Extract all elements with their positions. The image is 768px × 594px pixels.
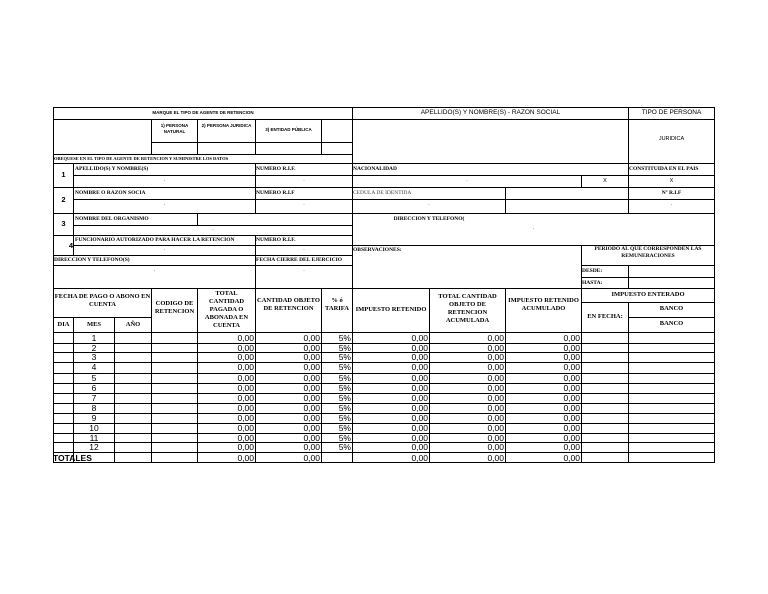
acum-impuesto-cell: 0,00 [563, 333, 580, 343]
acum-impuesto-cell: 0,00 [563, 403, 580, 413]
constituida-x-mark[interactable]: X [603, 178, 607, 184]
total-cell: 0,00 [237, 442, 254, 452]
objeto-cell: 0,00 [303, 383, 320, 393]
direccion-telefono-field[interactable]: . [153, 267, 156, 273]
mes-cell: 1 [91, 333, 97, 343]
objeto-cell: 0,00 [303, 442, 320, 452]
retenido-cell: 0,00 [411, 403, 428, 413]
acum-objeto-cell: 0,00 [487, 343, 504, 353]
direccion-organismo-field[interactable]: . [532, 225, 535, 231]
retenido-cell: 0,00 [411, 362, 428, 372]
razon-social-field[interactable]: . [352, 138, 354, 144]
entidad-publica-checkbox[interactable] [256, 143, 321, 154]
direccion-telefono-header: DIRECCION Y TELEFONO( [393, 216, 465, 222]
totales-total: 0,00 [237, 453, 254, 463]
col-codigo: CODIGO DE RETENCION [154, 300, 195, 315]
funcionario-label: FUNCIONARIO AUTORIZADO PARA HACER LA RETENCION [75, 237, 235, 243]
acum-objeto-cell: 0,00 [487, 433, 504, 443]
acum-impuesto-cell: 0,00 [563, 343, 580, 353]
hasta-field[interactable] [629, 278, 714, 288]
acum-impuesto-cell: 0,00 [563, 373, 580, 383]
col-en-fecha: EN FECHA: [587, 313, 623, 320]
total-cell: 0,00 [237, 393, 254, 403]
nacionalidad-label: NACIONALIDAD [353, 166, 398, 172]
mes-cell: 12 [89, 442, 99, 452]
entidad-publica-label: 3) ENTIDAD PÚBLICA [265, 127, 312, 132]
nombre-razon-field[interactable]: . [163, 201, 166, 207]
retenido-cell: 0,00 [411, 442, 428, 452]
section-number-1: 1 [61, 170, 66, 179]
col-anio: AÑO [125, 321, 141, 328]
objeto-cell: 0,00 [303, 393, 320, 403]
nombre-razon-label: NOMBRE O RAZON SOCIA [75, 190, 146, 196]
persona-natural-label: 1) PERSONA NATURAL [160, 123, 189, 134]
mes-cell: 11 [89, 433, 99, 443]
periodo-label: PERIODO AL QUE CORRESPONDEN LAS REMUNERACIONES [594, 246, 702, 259]
section-number-2: 2 [61, 195, 66, 204]
acum-objeto-cell: 0,00 [487, 413, 504, 423]
desde-label: DESDE: [582, 268, 603, 274]
tipo-persona-value: JURIDICA [658, 136, 685, 142]
persona-juridica-label: 2) PERSONA JURIDICA [201, 123, 252, 128]
objeto-cell: 0,00 [303, 433, 320, 443]
acum-impuesto-cell: 0,00 [563, 383, 580, 393]
tarifa-cell: 5% [338, 383, 351, 393]
total-cell: 0,00 [237, 383, 254, 393]
acum-impuesto-cell: 0,00 [563, 433, 580, 443]
retenido-cell: 0,00 [411, 413, 428, 423]
total-cell: 0,00 [237, 433, 254, 443]
tarifa-cell: 5% [338, 373, 351, 383]
total-cell: 0,00 [237, 403, 254, 413]
section-number-3: 3 [61, 219, 66, 228]
acum-objeto-cell: 0,00 [487, 442, 504, 452]
tarifa-cell: 5% [338, 362, 351, 372]
acum-impuesto-cell: 0,00 [563, 362, 580, 372]
total-cell: 0,00 [237, 352, 254, 362]
mes-cell: 8 [91, 403, 97, 413]
objeto-cell: 0,00 [303, 362, 320, 372]
fecha-cierre-label: FECHA CIERRE DEL EJERCICIO [256, 257, 343, 263]
col-impuesto-retenido: IMPUESTO RETENIDO [355, 306, 427, 313]
retenido-cell: 0,00 [411, 373, 428, 383]
acum-objeto-cell: 0,00 [487, 373, 504, 383]
col-total-cantidad: TOTAL CANTIDAD PAGADA O ABONADA EN CUENTA [204, 290, 249, 329]
tarifa-cell: 5% [338, 333, 351, 343]
acum-objeto-cell: 0,00 [487, 403, 504, 413]
persona-natural-checkbox[interactable] [152, 143, 197, 154]
retenido-cell: 0,00 [411, 333, 428, 343]
section-number-4: 4 [68, 241, 73, 250]
tarifa-cell: 5% [338, 343, 351, 353]
apellidos-razon-label: APELLIDO(S) Y NOMBRE(S) - RAZON SOCIAL [420, 109, 561, 116]
total-cell: 0,00 [237, 413, 254, 423]
no-rif-field[interactable]: . [670, 201, 673, 207]
total-cell: 0,00 [237, 362, 254, 372]
totales-retenido: 0,00 [411, 453, 428, 463]
agent-type-note: OBEQUESE EN EL TIPO DE AGENTE DE RETENCION Y SUMINISTRE LOS DATOS [54, 156, 229, 161]
observaciones-label: OBSERVACIONES: [353, 247, 402, 253]
retenido-cell: 0,00 [411, 343, 428, 353]
tarifa-cell: 5% [338, 442, 351, 452]
retenido-cell: 0,00 [411, 393, 428, 403]
nombre-organismo-label: NOMBRE DEL ORGANISMO [75, 216, 149, 222]
mes-cell: 7 [91, 393, 97, 403]
objeto-cell: 0,00 [303, 343, 320, 353]
objeto-cell: 0,00 [303, 373, 320, 383]
tarifa-cell: 5% [338, 433, 351, 443]
mes-cell: 2 [91, 343, 97, 353]
desde-field[interactable] [629, 266, 714, 277]
retenido-cell: 0,00 [411, 383, 428, 393]
tarifa-cell: 5% [338, 403, 351, 413]
funcionario-field[interactable]: . [163, 246, 166, 252]
acum-objeto-cell: 0,00 [487, 333, 504, 343]
col-tarifa: % ó TARIFA [325, 297, 349, 312]
totales-acum-impuesto: 0,00 [563, 453, 580, 463]
apellidos-nombres-label: APELLIDO(S) Y NOMBRE(S) [75, 166, 149, 172]
col-dia: DIA [57, 321, 70, 328]
objeto-cell: 0,00 [303, 333, 320, 343]
col-impuesto-enterado: IMPUESTO ENTERADO [611, 291, 685, 298]
nacionalidad-field[interactable]: . [466, 177, 468, 183]
acum-objeto-cell: 0,00 [487, 393, 504, 403]
total-cell: 0,00 [237, 343, 254, 353]
marque-tipo-label: MARQUE EL TIPO DE AGENTE DE RETENCION [152, 110, 254, 115]
mes-cell: 5 [91, 373, 97, 383]
totales-label: TOTALES [53, 453, 92, 463]
col-fecha-pago: FECHA DE PAGO O ABONO EN CUENTA [54, 293, 151, 308]
constituida-pais-label: CONSTITUIDA EN EL PAIS [629, 166, 699, 172]
retenido-cell: 0,00 [411, 433, 428, 443]
total-cell: 0,00 [237, 373, 254, 383]
col-banco-2: BANCO [659, 320, 684, 327]
objeto-cell: 0,00 [303, 403, 320, 413]
constituida-pais-x-mark[interactable]: X [669, 178, 674, 184]
acum-impuesto-cell: 0,00 [563, 393, 580, 403]
tarifa-cell: 5% [338, 423, 351, 433]
apellidos-nombres-field[interactable]: . [163, 177, 166, 183]
nombre-organismo-field[interactable]: . [212, 226, 214, 232]
numero-rif-label-1: NUMERO R.I.F. [256, 166, 296, 172]
objeto-cell: 0,00 [303, 352, 320, 362]
cedula-field[interactable]: . [428, 201, 430, 207]
mes-cell: 3 [91, 352, 97, 362]
total-cell: 0,00 [237, 333, 254, 343]
col-total-objeto: TOTAL CANTIDAD OBJETO DE RETENCION ACUMULADA [438, 293, 497, 324]
hasta-label: HASTA: [582, 280, 603, 286]
numero-rif-field-4[interactable]: . [303, 246, 305, 252]
retenido-cell: 0,00 [411, 352, 428, 362]
numero-rif-field-1[interactable]: . [303, 177, 305, 183]
mes-cell: 6 [91, 383, 97, 393]
no-rif-label: Nº R.I.F [661, 190, 682, 196]
tarifa-cell: 5% [338, 393, 351, 403]
objeto-cell: 0,00 [303, 423, 320, 433]
acum-impuesto-cell: 0,00 [563, 352, 580, 362]
numero-rif-label-2: NUMERO R.I.F [256, 190, 295, 196]
col-cantidad-objeto: CANTIDAD OBJETO DE RETENCION [257, 297, 320, 312]
mes-cell: 10 [89, 423, 99, 433]
totales-acum-objeto: 0,00 [487, 453, 504, 463]
acum-objeto-cell: 0,00 [487, 362, 504, 372]
acum-impuesto-cell: 0,00 [563, 423, 580, 433]
numero-rif-label-4: NUMERO R.I.F. [256, 237, 296, 243]
col-mes: MES [86, 321, 102, 328]
tarifa-cell: 5% [338, 352, 351, 362]
direccion-telefono-label: DIRECCION Y TELEFONO(S) [54, 257, 130, 263]
mes-cell: 4 [91, 362, 97, 372]
retenido-cell: 0,00 [411, 423, 428, 433]
observaciones-field[interactable] [353, 256, 581, 288]
totales-objeto: 0,00 [303, 453, 320, 463]
acum-impuesto-cell: 0,00 [563, 442, 580, 452]
cedula-label: CEDULA DE IDENTIDA [353, 190, 412, 196]
acum-objeto-cell: 0,00 [487, 423, 504, 433]
acum-impuesto-cell: 0,00 [563, 413, 580, 423]
acum-objeto-cell: 0,00 [487, 352, 504, 362]
tipo-persona-label: TIPO DE PERSONA [641, 109, 702, 116]
col-impuesto-acumulado: IMPUESTO RETENIDO ACUMULADO [508, 297, 579, 312]
fecha-cierre-field[interactable]: . [303, 267, 305, 273]
mes-cell: 9 [91, 413, 97, 423]
col-banco-1: BANCO [659, 305, 684, 312]
objeto-cell: 0,00 [303, 413, 320, 423]
numero-rif-field-2[interactable]: . [303, 201, 305, 207]
acum-objeto-cell: 0,00 [487, 383, 504, 393]
tarifa-cell: 5% [338, 413, 351, 423]
total-cell: 0,00 [237, 423, 254, 433]
persona-juridica-checkbox[interactable] [198, 143, 255, 154]
